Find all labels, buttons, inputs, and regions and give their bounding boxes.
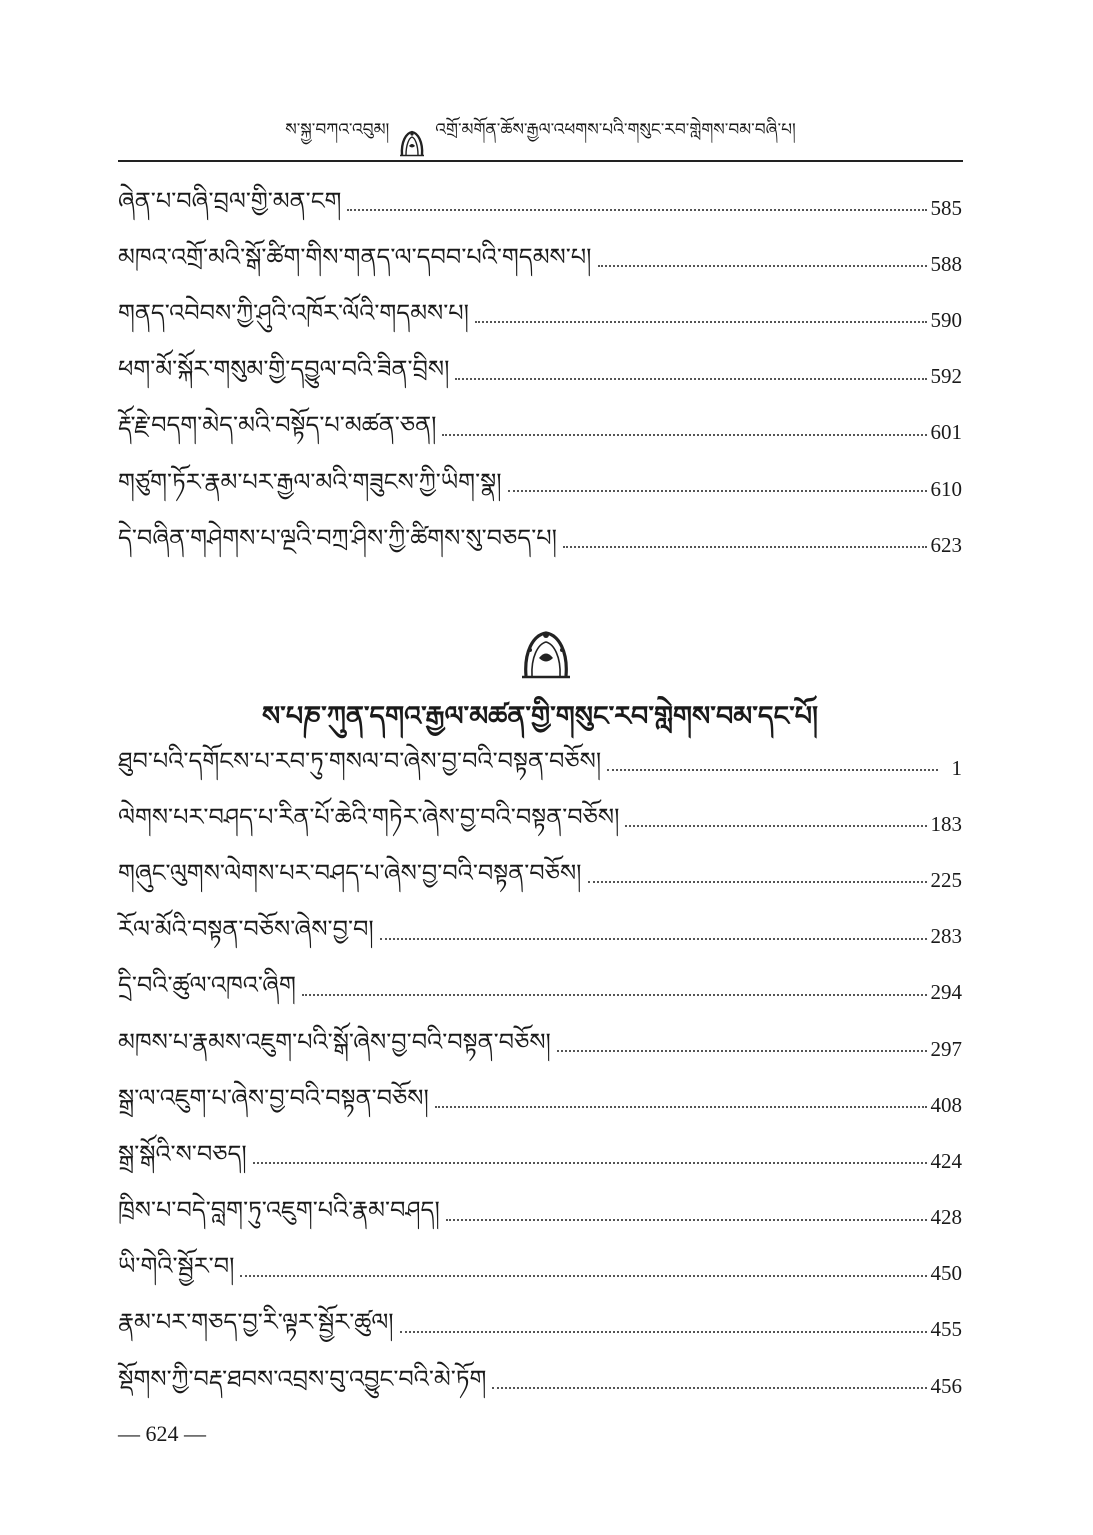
toc-entry-page: 450 xyxy=(930,1261,962,1286)
dot-leader xyxy=(508,490,927,492)
toc-entry-page: 225 xyxy=(930,867,962,892)
toc-entry[interactable] xyxy=(118,180,962,236)
toc-entry-title: ལེགས་པར་བཤད་པ་རིན་པོ་ཆེའི་གཏེར་ཞེས་བྱ་བའི་བསྟན་བཅོས། xyxy=(118,802,620,831)
dot-leader xyxy=(563,546,927,548)
toc-entry-page: 294 xyxy=(930,980,962,1005)
toc-entry-page: 590 xyxy=(930,307,962,332)
dot-leader xyxy=(588,881,927,883)
dot-leader xyxy=(557,1050,927,1052)
toc-entry-page: 424 xyxy=(930,1148,962,1173)
toc-entry[interactable] xyxy=(118,349,962,405)
toc-entry[interactable] xyxy=(118,1021,962,1077)
dot-leader xyxy=(302,994,927,996)
dot-leader xyxy=(607,769,938,771)
toc-entry-page: 408 xyxy=(930,1092,962,1117)
toc-entry-title: ཞེན་པ་བཞི་བྲལ་གྱི་མན་ངག xyxy=(118,186,342,215)
toc-list-part1 xyxy=(118,180,962,573)
dot-leader xyxy=(400,1331,927,1333)
dot-leader xyxy=(435,1106,927,1108)
dot-leader xyxy=(598,265,927,267)
toc-entry-page: 183 xyxy=(930,811,962,836)
toc-entry[interactable] xyxy=(118,740,962,796)
toc-entry-title: ཕག་མོ་སྐོར་གསུམ་གྱི་དབྱུལ་བའི་ཟིན་བྲིས། xyxy=(118,355,450,384)
toc-entry[interactable] xyxy=(118,1133,962,1189)
toc-entry-page: 588 xyxy=(930,251,962,276)
dot-leader xyxy=(455,378,926,380)
toc-entry-page: 455 xyxy=(930,1317,962,1342)
toc-entry[interactable] xyxy=(118,461,962,517)
toc-entry[interactable] xyxy=(118,1190,962,1246)
header-collection-title: ས་སྐྱ་བཀའ་འབུམ། xyxy=(285,120,390,140)
toc-entry-title: ཐུབ་པའི་དགོངས་པ་རབ་ཏུ་གསལ་བ་ཞེས་བྱ་བའི་བསྟན་བཅོས། xyxy=(118,746,602,775)
header-volume-title: འགྲོ་མགོན་ཆོས་རྒྱལ་འཕགས་པའི་གསུང་རབ་གླེགས་བམ་བཞི་པ། xyxy=(435,120,796,140)
toc-entry-page: 428 xyxy=(930,1205,962,1230)
toc-entry-page: 297 xyxy=(930,1036,962,1061)
dot-leader xyxy=(347,209,926,211)
header-rule xyxy=(118,160,963,162)
toc-entry-page: 592 xyxy=(930,364,962,389)
toc-entry-page: 601 xyxy=(930,420,962,445)
toc-entry-title: དྲི་བའི་ཚུལ་འཁའ་ཞིག xyxy=(118,971,296,1000)
section-ornament-icon xyxy=(516,626,576,680)
section-heading: ས་པཎ་ཀུན་དགའ་རྒྱལ་མཚན་གྱི་གསུང་རབ་གླེགས་བམ་དང་པོ། xyxy=(261,701,819,732)
toc-entry-title: སྒྲ་སྒོའི་ས་བཅད། xyxy=(118,1139,247,1168)
toc-entry-page: 610 xyxy=(930,476,962,501)
toc-entry-page: 623 xyxy=(930,532,962,557)
toc-entry-page: 1 xyxy=(951,755,962,780)
toc-entry[interactable] xyxy=(118,517,962,573)
toc-entry[interactable] xyxy=(118,796,962,852)
toc-entry-title: རོལ་མོའི་བསྟན་བཅོས་ཞེས་བྱ་བ། xyxy=(118,915,374,944)
dot-leader xyxy=(492,1387,926,1389)
toc-entry[interactable] xyxy=(118,1302,962,1358)
toc-entry-page: 456 xyxy=(930,1373,962,1398)
toc-entry-title: མཁའ་འགྲོ་མའི་སྒོ་ཚིག་གིས་གནད་ལ་དབབ་པའི་གདམས་པ། xyxy=(118,242,592,271)
toc-entry-title: ཁྲིས་པ་བདེ་བླག་ཏུ་འཇུག་པའི་རྣམ་བཤད། xyxy=(118,1196,440,1225)
toc-entry-title: གཞུང་ལུགས་ལེགས་པར་བཤད་པ་ཞེས་བྱ་བའི་བསྟན་བཅོས། xyxy=(118,858,582,887)
toc-entry-title: སྒྲ་ལ་འཇུག་པ་ཞེས་བྱ་བའི་བསྟན་བཅོས། xyxy=(118,1083,429,1112)
toc-entry-page: 585 xyxy=(930,195,962,220)
toc-entry-title: གནད་འབེབས་ཀྱི་ཤུའི་འཁོར་ལོའི་གདམས་པ། xyxy=(118,298,469,327)
toc-entry-title: ཡི་གེའི་སྦྱོར་བ། xyxy=(118,1252,235,1281)
toc-entry-title: གཙུག་ཏོར་རྣམ་པར་རྒྱལ་མའི་གཟུངས་ཀྱི་ཡིག་སྣ། xyxy=(118,467,502,496)
toc-entry-title: སྡོགས་ཀྱི་བརྡ་ཐབས་འབྲས་བུ་འབྱུང་བའི་མེ་ཏོག xyxy=(118,1364,487,1393)
toc-entry-title: དེ་བཞིན་གཤེགས་པ་ལྔའི་བཀྲ་ཤིས་ཀྱི་ཚིགས་སུ་བཅད་པ། xyxy=(118,523,557,552)
dot-leader xyxy=(253,1162,927,1164)
dot-leader xyxy=(240,1275,926,1277)
page-number: — 624 — xyxy=(118,1421,206,1446)
toc-entry-title: མཁས་པ་རྣམས་འཇུག་པའི་སྒོ་ཞེས་བྱ་བའི་བསྟན་བཅོས། xyxy=(118,1027,551,1056)
toc-entry[interactable] xyxy=(118,852,962,908)
toc-entry-title: རྡོ་རྗེ་བདག་མེད་མའི་བསྟོད་པ་མཚན་ཅན། xyxy=(118,411,437,440)
toc-entry[interactable] xyxy=(118,965,962,1021)
toc-entry[interactable] xyxy=(118,909,962,965)
toc-entry-title: རྣམ་པར་གཅད་བྱ་རི་ལྟར་སྦྱོར་ཚུལ། xyxy=(118,1308,394,1337)
dot-leader xyxy=(625,825,926,827)
dot-leader xyxy=(446,1219,927,1221)
toc-entry-page: 283 xyxy=(930,924,962,949)
dot-leader xyxy=(442,434,926,436)
toc-entry[interactable] xyxy=(118,1077,962,1133)
toc-entry[interactable] xyxy=(118,236,962,292)
toc-entry[interactable] xyxy=(118,1246,962,1302)
toc-list-part2 xyxy=(118,740,962,1414)
toc-entry[interactable] xyxy=(118,1358,962,1414)
toc-entry[interactable] xyxy=(118,292,962,348)
header-ornament-icon xyxy=(397,128,427,158)
dot-leader xyxy=(475,321,927,323)
toc-entry[interactable] xyxy=(118,405,962,461)
dot-leader xyxy=(380,938,927,940)
running-header xyxy=(118,116,963,158)
